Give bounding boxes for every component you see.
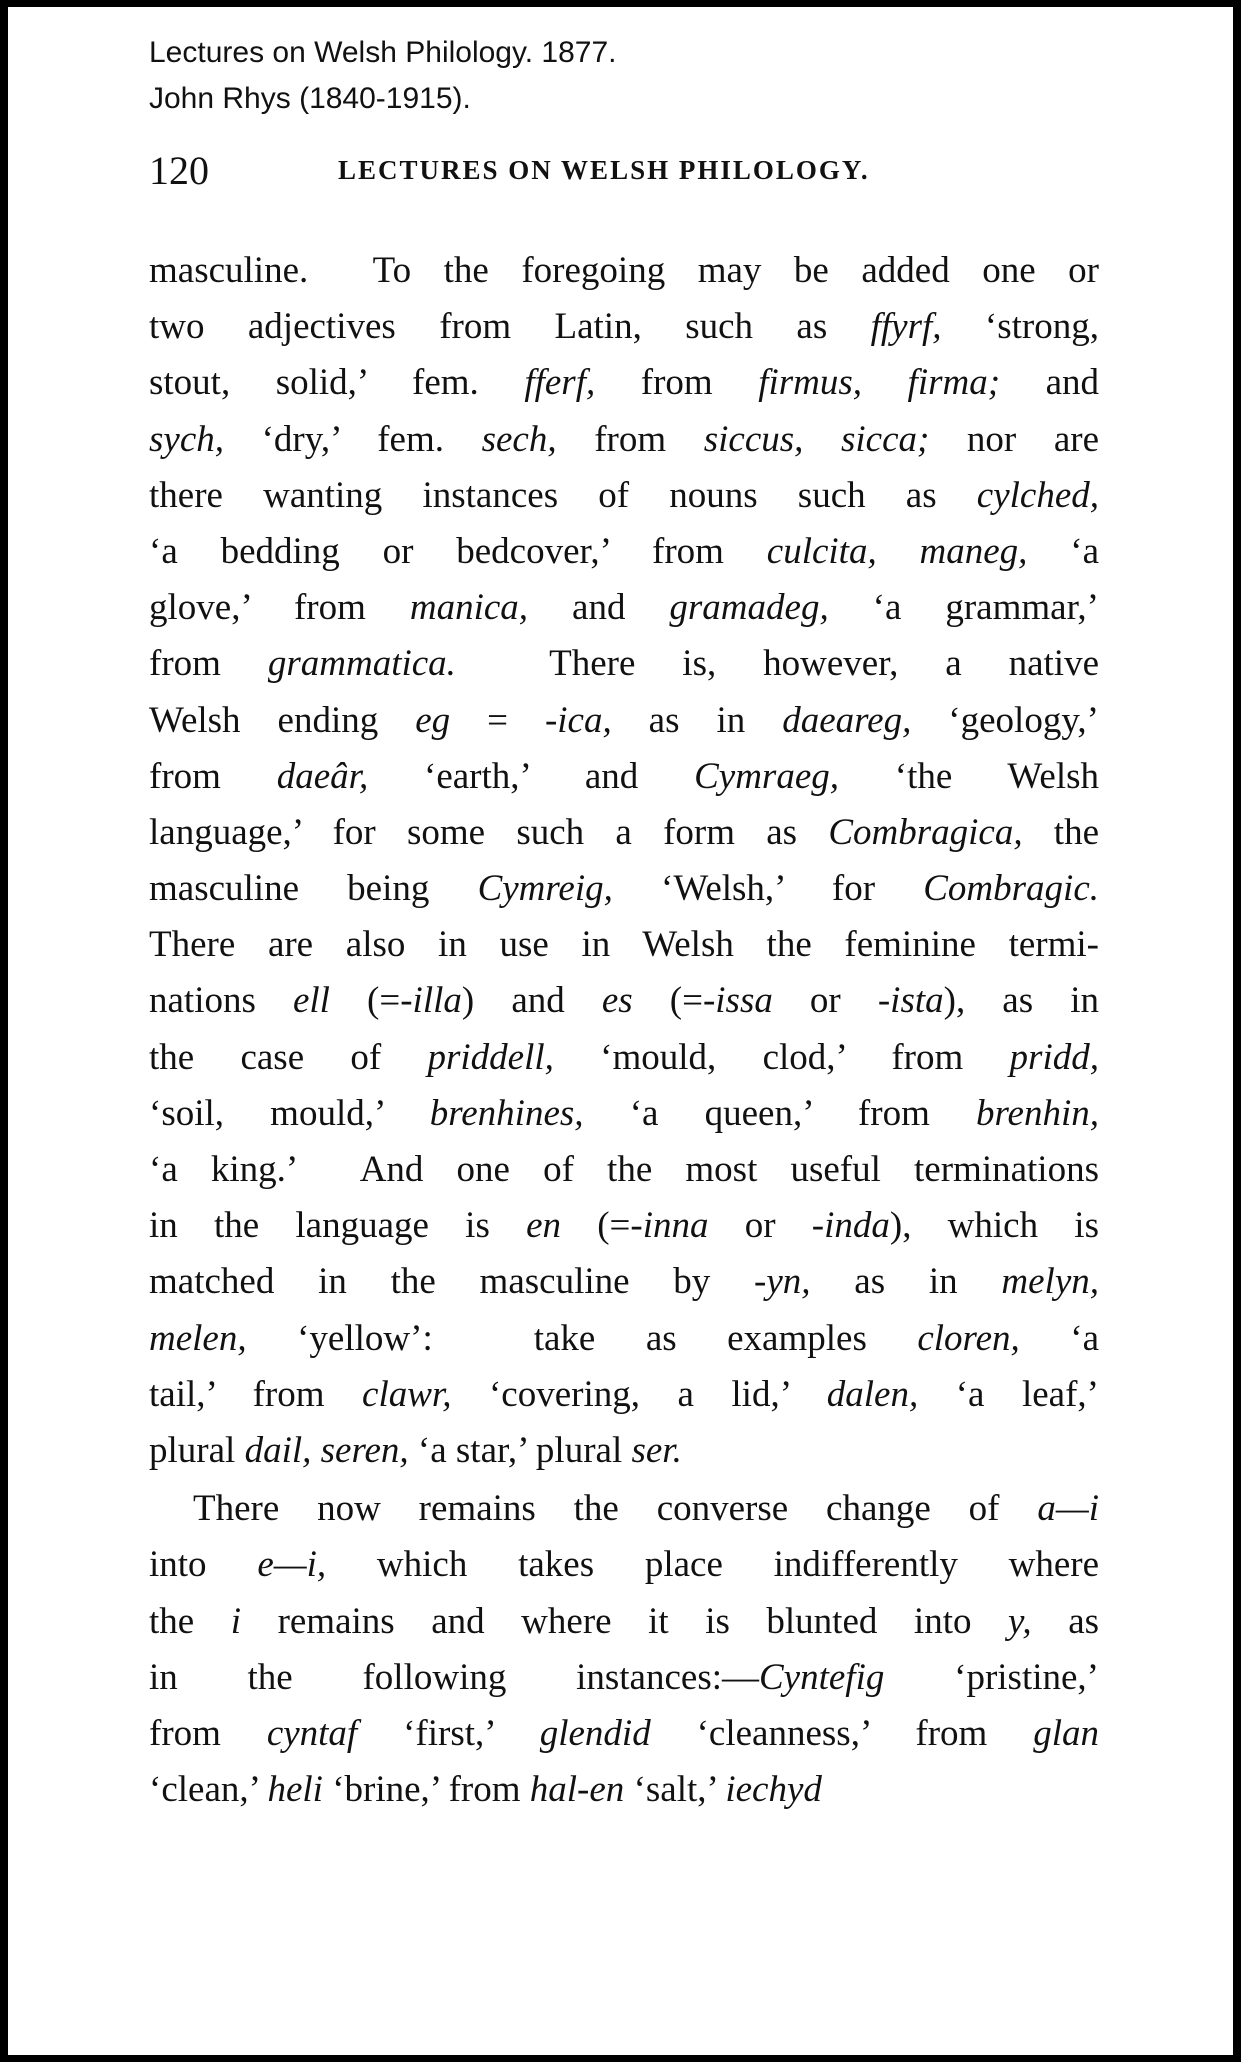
text-run: from — [149, 643, 268, 685]
text-run: ‘a — [1019, 1317, 1100, 1359]
text-run: and — [1000, 362, 1099, 404]
italic-term: a—i — [1037, 1488, 1099, 1530]
text-run: nor are — [929, 418, 1099, 460]
text-run: ‘clean,’ — [149, 1769, 268, 1811]
italic-term: -inda — [811, 1205, 890, 1247]
text-line — [149, 1594, 1099, 1650]
italic-term: melyn, — [1001, 1261, 1099, 1303]
text-line — [149, 1311, 1099, 1367]
text-run: ‘a leaf,’ — [918, 1373, 1099, 1415]
text-line — [149, 1367, 1099, 1423]
text-run: ‘cleanness,’ from — [650, 1712, 1034, 1754]
italic-term: cloren, — [917, 1317, 1020, 1359]
text-line — [149, 749, 1099, 805]
italic-term: gramadeg, — [669, 587, 829, 629]
italic-term: sech, — [481, 418, 557, 460]
italic-term: daeâr, — [276, 755, 369, 797]
text-run: ‘a bedding or bedcover,’ from — [149, 530, 767, 572]
italic-term: hal-en — [529, 1769, 625, 1811]
italic-term: e—i, — [257, 1544, 327, 1586]
paragraph — [149, 243, 1099, 1479]
text-line — [149, 1762, 1099, 1818]
text-line — [149, 861, 1099, 917]
text-run: ‘geology,’ — [911, 699, 1099, 741]
text-run: into — [149, 1544, 258, 1586]
text-run: = — [450, 699, 545, 741]
italic-term: firmus, firma; — [758, 362, 1001, 404]
italic-term: ffyrf, — [870, 306, 942, 348]
italic-term: grammatica. — [267, 643, 456, 685]
citation-title: Lectures on Welsh Philology. 1877. — [149, 36, 617, 69]
text-run: stout, solid,’ fem. — [149, 362, 525, 404]
italic-term: -inna — [630, 1205, 709, 1247]
text-run: ‘dry,’ fem. — [224, 418, 482, 460]
text-run: (= — [632, 980, 703, 1022]
text-line — [149, 805, 1099, 861]
text-run: ‘yellow’: take as examples — [246, 1317, 918, 1359]
body-text — [149, 243, 1099, 1818]
italic-term: glan — [1033, 1712, 1099, 1754]
text-run: (= — [561, 1205, 631, 1247]
italic-term: Cymraeg, — [694, 755, 839, 797]
text-run: ‘a — [1027, 530, 1099, 572]
italic-term: -issa — [702, 980, 773, 1022]
citation-author: John Rhys (1840-1915). — [149, 82, 471, 115]
text-run: There is, however, a native — [455, 643, 1099, 685]
italic-term: iechyd — [725, 1769, 822, 1811]
text-run: ) and — [461, 980, 602, 1022]
italic-term: i — [230, 1600, 242, 1642]
text-line — [149, 1481, 1099, 1537]
text-run: as in — [810, 1261, 1002, 1303]
italic-term: cylched, — [976, 474, 1099, 516]
text-line — [149, 580, 1099, 636]
italic-term: glendid — [539, 1712, 651, 1754]
text-run: ‘salt,’ — [624, 1769, 726, 1811]
italic-term: Combragic. — [923, 868, 1099, 910]
text-run: ‘soil, mould,’ — [149, 1092, 430, 1134]
text-run: Welsh ending — [149, 699, 416, 741]
italic-term: dail, seren, — [244, 1429, 409, 1471]
text-run: ‘first,’ — [357, 1712, 540, 1754]
italic-term: es — [601, 980, 633, 1022]
text-run: in the language is — [149, 1205, 527, 1247]
text-line — [149, 1423, 1099, 1479]
text-run: ), as in — [943, 980, 1099, 1022]
text-run: ‘strong, — [941, 306, 1099, 348]
italic-term: clawr, — [362, 1373, 452, 1415]
italic-term: culcita, maneg, — [766, 530, 1028, 572]
italic-term: y, — [1008, 1600, 1032, 1642]
italic-term: siccus, sicca; — [703, 418, 930, 460]
text-run: or — [708, 1205, 812, 1247]
italic-term: -ica, — [544, 699, 612, 741]
italic-term: ser. — [631, 1429, 682, 1471]
text-run: in the following instances:— — [149, 1656, 759, 1698]
italic-term: manica, — [409, 587, 529, 629]
italic-term: heli — [267, 1769, 323, 1811]
text-run: language,’ for some such a form as — [149, 811, 829, 853]
text-run: masculine being — [149, 868, 478, 910]
italic-term: sych, — [149, 418, 224, 460]
text-line — [149, 636, 1099, 692]
text-run: matched in the masculine by — [149, 1261, 755, 1303]
text-run: ‘covering, a lid,’ — [451, 1373, 827, 1415]
text-run: There now remains the converse change of — [193, 1488, 1038, 1530]
text-run: ‘pristine,’ — [884, 1656, 1099, 1698]
text-line — [149, 468, 1099, 524]
text-run: masculine. To the foregoing may be added one or — [149, 250, 1099, 291]
text-run: (= — [329, 980, 401, 1022]
text-run: the — [149, 1600, 231, 1642]
text-run: ‘brine,’ from — [322, 1769, 530, 1811]
italic-term: brenhin, — [976, 1092, 1099, 1134]
text-run: ‘a queen,’ from — [583, 1092, 977, 1134]
italic-term: melen, — [149, 1317, 247, 1359]
text-line — [149, 355, 1099, 411]
text-run: plural — [149, 1429, 245, 1471]
italic-term: -ista — [877, 980, 944, 1022]
text-line — [149, 693, 1099, 749]
page-number: 120 — [149, 148, 209, 193]
italic-term: eg — [415, 699, 451, 741]
text-line — [149, 1086, 1099, 1142]
text-run: from — [149, 1712, 267, 1754]
italic-term: dalen, — [826, 1373, 919, 1415]
text-run: There are also in use in Welsh the feminine termi- — [149, 924, 1099, 966]
italic-term: brenhines, — [429, 1092, 584, 1134]
text-run: ‘a grammar,’ — [828, 587, 1099, 629]
text-line — [149, 1030, 1099, 1086]
text-line — [149, 973, 1099, 1029]
text-run: tail,’ from — [149, 1373, 363, 1415]
italic-term: Cymreig, — [477, 868, 613, 910]
text-line — [149, 1706, 1099, 1762]
text-line — [149, 1142, 1099, 1198]
italic-term: -illa — [400, 980, 462, 1022]
text-line — [149, 243, 1099, 299]
italic-term: Cyntefig — [759, 1656, 885, 1698]
text-run: from — [556, 418, 704, 460]
text-line — [149, 1198, 1099, 1254]
text-run: ‘a star,’ plural — [408, 1429, 632, 1471]
text-line — [149, 1650, 1099, 1706]
text-run: as in — [611, 699, 783, 741]
text-run: the case of — [149, 1036, 428, 1078]
text-run: which takes place indifferently where — [326, 1544, 1100, 1586]
text-run: ‘the Welsh — [839, 755, 1099, 797]
text-run: ‘mould, clod,’ from — [553, 1036, 1010, 1078]
text-run: there wanting instances of nouns such as — [149, 474, 977, 516]
text-run: nations — [149, 980, 293, 1022]
text-line — [149, 1254, 1099, 1310]
text-run: two adjectives from Latin, such as — [149, 306, 871, 348]
text-run: from — [595, 362, 759, 404]
italic-term: cyntaf — [266, 1712, 358, 1754]
text-run: or — [772, 980, 878, 1022]
italic-term: priddell, — [427, 1036, 554, 1078]
italic-term: -yn, — [754, 1261, 811, 1303]
italic-term: en — [526, 1205, 561, 1247]
text-run: the — [1022, 811, 1100, 853]
italic-term: daeareg, — [782, 699, 912, 741]
text-line — [149, 524, 1099, 580]
text-run: remains and where it is blunted into — [241, 1600, 1009, 1642]
text-run: as — [1031, 1600, 1100, 1642]
text-run: from — [149, 755, 277, 797]
text-run: glove,’ from — [149, 587, 410, 629]
paragraph — [149, 1481, 1099, 1818]
italic-term: fferf, — [524, 362, 596, 404]
italic-term: Combragica, — [828, 811, 1023, 853]
text-run: ‘earth,’ and — [368, 755, 695, 797]
text-run: ), which is — [889, 1205, 1099, 1247]
italic-term: ell — [292, 980, 330, 1022]
text-run: ‘Welsh,’ for — [612, 868, 924, 910]
text-line — [149, 299, 1099, 355]
text-run: ‘a king.’ And one of the most useful terminations — [149, 1149, 1099, 1190]
running-header-title: LECTURES ON WELSH PHILOLOGY. — [338, 155, 870, 185]
text-line — [149, 412, 1099, 468]
text-line — [149, 917, 1099, 973]
text-line — [149, 1537, 1099, 1593]
italic-term: pridd, — [1009, 1036, 1099, 1078]
text-run: and — [528, 587, 670, 629]
